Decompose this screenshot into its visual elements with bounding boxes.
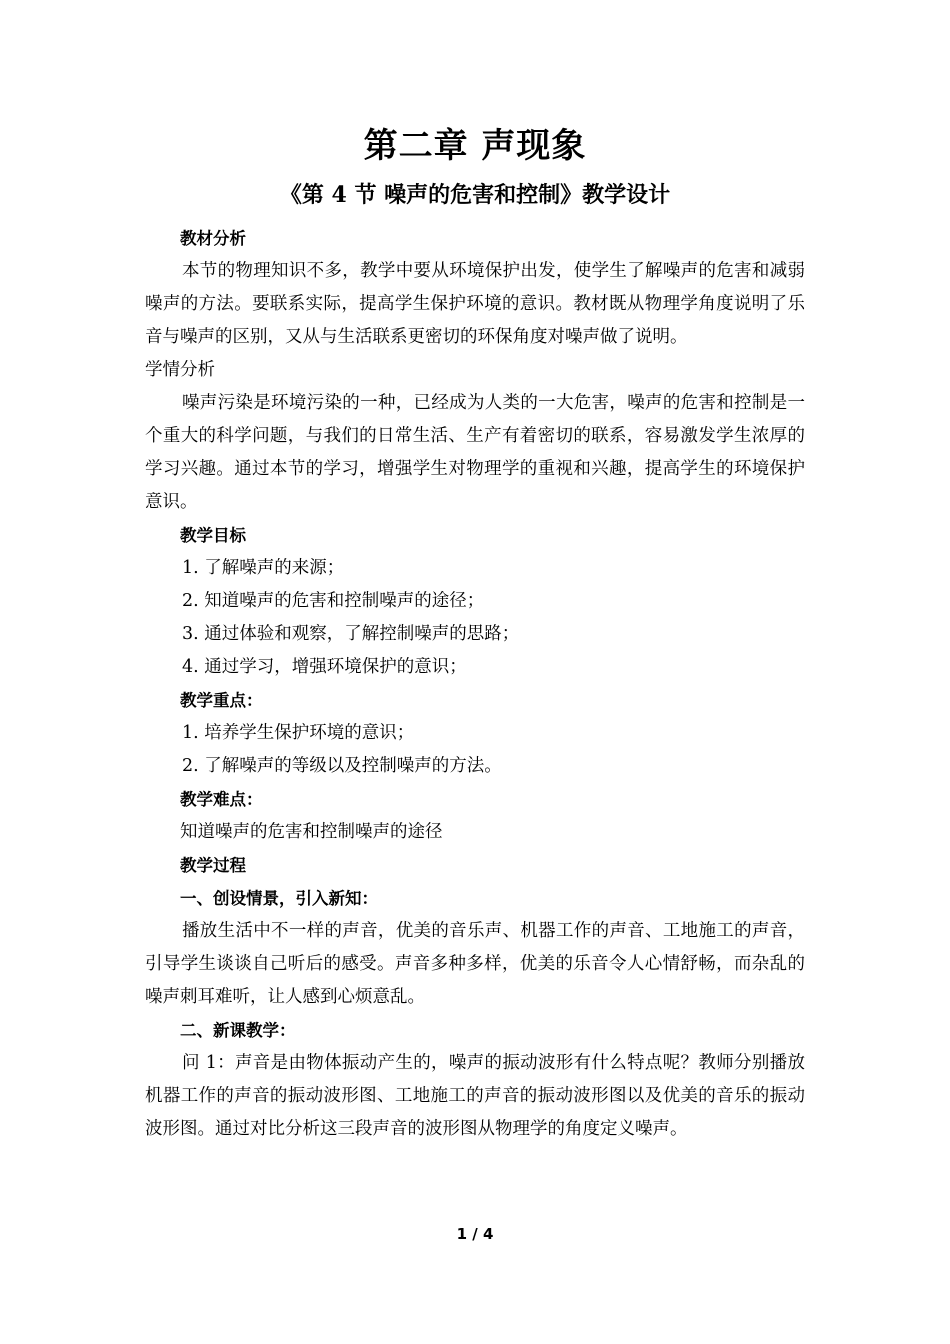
difficulty-heading: 教学难点： [180, 790, 263, 809]
goal-item: 4. 通过学习，增强环境保护的意识； [182, 657, 467, 677]
key-heading: 教学重点： [180, 691, 263, 710]
page-number: 1 / 4 [456, 1225, 494, 1243]
step1-paragraph: 播放生活中不一样的声音，优美的音乐声、机器工作的声音、工地施工的声音，引导学生谈谈自己听后的感受。声音多种多样，优美的乐音令人心情舒畅，而杂乱的噪声刺耳难听，让人感到心烦意乱。 [145, 921, 805, 1007]
goal-item: 1. 了解噪声的来源； [182, 558, 345, 578]
key-point-item: 1. 培养学生保护环境的意识； [182, 723, 415, 743]
step2-paragraph: 问 1：声音是由物体振动产生的，噪声的振动波形有什么特点呢？教师分别播放机器工作的声音的振动波形图、工地施工的声音的振动波形图以及优美的音乐的振动波形图。通过对比分析这三段声音的波形图从物理学的角度定义噪声。 [145, 1053, 805, 1139]
document-body [145, 222, 805, 1146]
goal-item: 2. 知道噪声的危害和控制噪声的途径； [182, 591, 485, 611]
student-heading: 学情分析 [145, 360, 215, 380]
difficulty-text: 知道噪声的危害和控制噪声的途径 [180, 822, 443, 842]
analysis-paragraph: 本节的物理知识不多，教学中要从环境保护出发，使学生了解噪声的危害和减弱噪声的方法。要联系实际，提高学生保护环境的意识。教材既从物理学角度说明了乐音与噪声的区别，又从与生活联系更密切的环保角度对噪声做了说明。 [145, 261, 805, 347]
student-paragraph: 噪声污染是环境污染的一种，已经成为人类的一大危害，噪声的危害和控制是一个重大的科学问题，与我们的日常生活、生产有着密切的联系，容易激发学生浓厚的学习兴趣。通过本节的学习，增强学生对物理学的重视和兴趣，提高学生的环境保护意识。 [145, 393, 805, 512]
step1-heading: 一、创设情景，引入新知： [180, 889, 378, 908]
key-point-item: 2. 了解噪声的等级以及控制噪声的方法。 [182, 756, 502, 776]
chapter-title: 第二章 声现象 [363, 126, 587, 166]
process-heading: 教学过程 [180, 856, 246, 875]
goals-heading: 教学目标 [180, 526, 246, 545]
lesson-subtitle: 《第 4 节 噪声的危害和控制》教学设计 [279, 182, 671, 208]
analysis-heading: 教材分析 [180, 229, 246, 248]
step2-heading: 二、新课教学： [180, 1021, 296, 1040]
goal-item: 3. 通过体验和观察，了解控制噪声的思路； [182, 624, 520, 644]
